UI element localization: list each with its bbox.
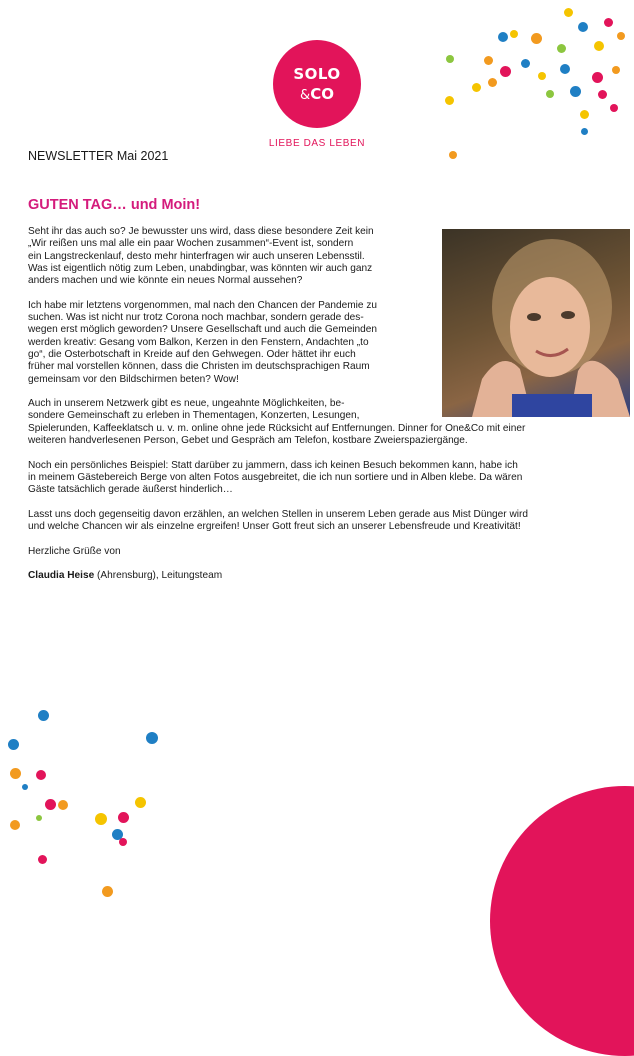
confetti-dot: [22, 784, 28, 790]
text-line: werden kreativ: Gesang vom Balkon, Kerzen in den Fenstern, Andachten „to: [28, 336, 369, 348]
confetti-dot: [580, 110, 589, 119]
confetti-dot: [581, 128, 588, 135]
confetti-dot: [610, 104, 618, 112]
text-line: Herzliche Grüße von: [28, 545, 121, 557]
confetti-dot: [546, 90, 554, 98]
logo-co: CO: [310, 85, 334, 103]
text-line: wegen erst möglich geworden? Unsere Gesellschaft und auch die Gemeinden: [28, 324, 377, 336]
paragraph-3: [28, 398, 606, 447]
confetti-dot: [135, 797, 146, 808]
confetti-dot: [102, 886, 113, 897]
text-line: suchen. Was ist nicht nur trotz Corona noch machbar, sondern gerade des-: [28, 312, 364, 324]
confetti-dot: [578, 22, 588, 32]
confetti-dot: [446, 55, 454, 63]
confetti-dot: [500, 66, 511, 77]
paragraph-1: [28, 226, 428, 287]
confetti-dot: [45, 799, 56, 810]
confetti-dot: [598, 90, 607, 99]
confetti-dot: [118, 812, 129, 823]
signature-details: (Ahrensburg), Leitungsteam: [94, 570, 223, 582]
paragraph-2: [28, 300, 428, 386]
paragraph-4: [28, 460, 606, 497]
text-line: Auch in unserem Netzwerk gibt es neue, ungeahnte Möglichkeiten, be-: [28, 398, 345, 410]
text-line: ein Langstreckenlauf, desto mehr hinterfragen wir auch unseren Lebensstil.: [28, 250, 365, 262]
confetti-dot: [617, 32, 625, 40]
text-line: in meinem Gästebereich Berge von alten Fotos ausgebreitet, die ich nun sortiere und in Alben klebe. Da wären: [28, 471, 523, 483]
newsletter-date-label: NEWSLETTER Mai 2021: [28, 149, 169, 163]
logo-text-co: [273, 85, 361, 103]
confetti-dot: [36, 815, 42, 821]
closing-greeting: [28, 546, 606, 558]
confetti-dot: [146, 732, 158, 744]
paragraph-5: [28, 509, 606, 534]
confetti-dot: [570, 86, 581, 97]
confetti-dot: [560, 64, 570, 74]
text-line: go“, die Osterbotschaft in Kreide auf den Gehwegen. Oder hättet ihr euch: [28, 348, 356, 360]
headline: GUTEN TAG… und Moin!: [28, 197, 201, 213]
text-line: Gäste tatsächlich gerade äußerst hinderlich…: [28, 484, 233, 496]
confetti-dot: [521, 59, 530, 68]
text-line: anders machen und wie könnte ein neues Normal aussehen?: [28, 275, 303, 287]
text-line: weiteren handverlesenen Person, Gebet und Gespräch am Telefon, kostbare Zweierspaziergänge.: [28, 435, 468, 447]
text-line: Spielerunden, Kaffeeklatsch u. v. m. online ohne jede Rücksicht auf Entfernungen. Dinner for One&Co mit einer: [28, 422, 526, 434]
confetti-dot: [612, 66, 620, 74]
solo-co-logo: [273, 40, 361, 128]
confetti-dot: [484, 56, 493, 65]
confetti-dot: [592, 72, 603, 83]
text-line: Noch ein persönliches Beispiel: Statt darüber zu jammern, dass ich keinen Besuch bekommen kann, habe ich: [28, 459, 518, 471]
logo-tagline: LIEBE DAS LEBEN: [268, 138, 366, 149]
text-line: früher mal vorstellen können, dass die Christen im deutschsprachigen Raum: [28, 361, 370, 373]
logo-text-solo: SOLO: [293, 65, 341, 83]
confetti-dot: [449, 151, 457, 159]
confetti-dot: [488, 78, 497, 87]
confetti-dot: [58, 800, 68, 810]
confetti-dot: [510, 30, 518, 38]
text-line: sondere Gemeinschaft zu erleben in Thementagen, Konzerten, Lesungen,: [28, 410, 360, 422]
signature-name: Claudia Heise: [28, 570, 95, 582]
confetti-dot: [445, 96, 454, 105]
text-line: Seht ihr das auch so? Je bewusster uns wird, dass diese besondere Zeit kein: [28, 226, 374, 237]
logo-ampersand: &: [300, 88, 311, 103]
confetti-dot: [8, 739, 19, 750]
decorative-circle: [490, 786, 634, 1056]
confetti-dot: [38, 710, 49, 721]
confetti-dot: [472, 83, 481, 92]
confetti-dot: [531, 33, 542, 44]
text-line: gemeinsam vor den Bildschirmen beten? Wow!: [28, 373, 239, 385]
confetti-dot: [119, 838, 127, 846]
text-line: Was ist eigentlich nötig zum Leben, unabdingbar, was könnten wir auch ganz: [28, 262, 373, 274]
letter-body: [28, 226, 606, 595]
confetti-dot: [594, 41, 604, 51]
confetti-dot: [38, 855, 47, 864]
confetti-dot: [498, 32, 508, 42]
confetti-dot: [604, 18, 613, 27]
confetti-dot: [564, 8, 573, 17]
confetti-dot: [10, 820, 20, 830]
confetti-dot: [557, 44, 566, 53]
text-line: „Wir reißen uns mal alle ein paar Wochen zusammen“-Event ist, sondern: [28, 238, 354, 250]
confetti-dot: [538, 72, 546, 80]
text-line: und welche Chancen wir als einzelne ergreifen! Unser Gott freut sich an unserer Lebensfreude und Kreativität!: [28, 521, 521, 533]
confetti-dot: [95, 813, 107, 825]
text-line: Lasst uns doch gegenseitig davon erzählen, an welchen Stellen in unserem Leben gerade aus Mist Dünger wird: [28, 508, 528, 520]
signature: [28, 570, 606, 582]
confetti-dot: [36, 770, 46, 780]
text-line: Ich habe mir letztens vorgenommen, mal nach den Chancen der Pandemie zu: [28, 299, 377, 311]
confetti-dot: [10, 768, 21, 779]
